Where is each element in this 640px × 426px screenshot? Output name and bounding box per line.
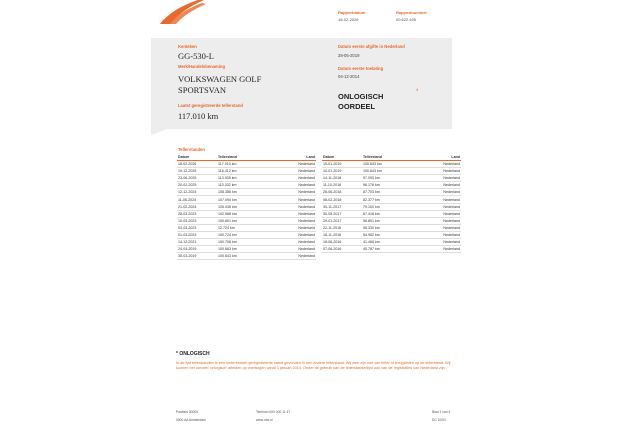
row-country: Nederland <box>424 189 461 196</box>
row-odometer: 82.377 km <box>362 196 424 203</box>
table-row <box>177 203 316 210</box>
row-date: 23-06-2025 <box>177 175 217 182</box>
make-model-line2: SPORTSVAN <box>178 85 226 95</box>
row-odometer: 67.418 km <box>362 210 424 217</box>
row-country: Nederland <box>279 168 316 175</box>
table-row <box>177 196 316 203</box>
table-row <box>322 217 461 224</box>
odometer-section-label: Tellerstanden <box>178 147 205 152</box>
table-row <box>177 253 316 260</box>
row-date: 03-03-2023 <box>177 224 217 231</box>
last-odometer: 117.010 km <box>178 111 219 121</box>
table-row <box>322 224 461 231</box>
table-row <box>177 239 316 246</box>
row-country: Nederland <box>424 217 461 224</box>
row-date: 01-03-2023 <box>177 231 217 238</box>
table-row <box>322 239 461 246</box>
col-odometer-header: Tellerstand <box>217 154 279 161</box>
row-odometer: 102.568 km <box>217 210 279 217</box>
odometer-table-right <box>322 154 461 253</box>
table-row <box>177 175 316 182</box>
row-country: Nederland <box>424 231 461 238</box>
row-date: 19-01-2019 <box>322 161 362 168</box>
row-date: 30-11-2017 <box>322 203 362 210</box>
row-date: 10-01-2019 <box>322 168 362 175</box>
row-date: 11-06-2024 <box>177 196 217 203</box>
row-country: Nederland <box>279 217 316 224</box>
row-odometer: 116.412 km <box>217 168 279 175</box>
col-date-header: Datum <box>177 154 217 161</box>
verdict-marker-icon: * <box>416 89 419 95</box>
odometer-table-left <box>177 154 316 260</box>
table-row <box>322 203 461 210</box>
table-row <box>322 161 461 168</box>
last-odometer-label: Laatst geregistreerde tellerstand <box>178 103 243 108</box>
row-odometer: 54.962 km <box>362 231 424 238</box>
row-odometer: 105.436 km <box>217 203 279 210</box>
first-admission-label: Datum eerste toelating <box>338 66 384 71</box>
table-row <box>177 168 316 175</box>
brand-logo-icon <box>158 0 218 26</box>
note-text: In de lijst tellerstanden is een onderbroken geregistreerde stand gevonden in een andere tellerstand. Wij zien zijn niet van teller of terugzetten op de tellerstand. Wij kunnen het oordeel 'onlogisch' afleiden op voertuigen vanaf 1 januari 2014. Onder dit gebruik kan de tellerstandenlijst ook van de registraties van Nederland zijn. <box>176 361 451 371</box>
row-date: 20-02-2025 <box>177 182 217 189</box>
footer-page: Blad 1 van 4 <box>432 410 451 414</box>
table-row <box>322 189 461 196</box>
row-odometer: 79.100 km <box>362 203 424 210</box>
row-country: Nederland <box>279 175 316 182</box>
row-date: 28-03-2023 <box>177 210 217 217</box>
table-row <box>177 210 316 217</box>
table-row <box>177 231 316 238</box>
row-country: Nederland <box>279 161 316 168</box>
row-odometer: 117.010 km <box>217 161 279 168</box>
row-country: Nederland <box>279 224 316 231</box>
row-country: Nederland <box>424 196 461 203</box>
row-date: 14-12-2021 <box>177 239 217 246</box>
row-odometer: 113.935 km <box>217 175 279 182</box>
row-country: Nederland <box>424 210 461 217</box>
footer-website: www.rdw.nl <box>256 418 273 422</box>
table-row <box>177 182 316 189</box>
col-country-header: Land <box>279 154 316 161</box>
table-row <box>322 246 461 253</box>
table-row <box>177 189 316 196</box>
row-country: Nederland <box>424 182 461 189</box>
col-odometer-header: Tellerstand <box>362 154 424 161</box>
row-date: 16-06-2016 <box>322 239 362 246</box>
row-country: Nederland <box>279 203 316 210</box>
table-row <box>322 196 461 203</box>
row-country: Nederland <box>424 175 461 182</box>
row-country: Nederland <box>279 196 316 203</box>
report-date-label: Rapportdatum <box>338 10 366 15</box>
row-date: 10-03-2023 <box>177 217 217 224</box>
row-country: Nederland <box>424 224 461 231</box>
table-row <box>177 217 316 224</box>
table-row <box>322 182 461 189</box>
row-date: 22-11-2016 <box>322 224 362 231</box>
verdict-line2: OORDEEL <box>338 102 376 111</box>
row-country: Nederland <box>279 189 316 196</box>
row-country: Nederland <box>424 161 461 168</box>
row-date: 26-06-2018 <box>322 189 362 196</box>
row-date: 29-01-2017 <box>322 217 362 224</box>
row-date: 19-12-2025 <box>177 168 217 175</box>
row-odometer: 96.176 km <box>362 182 424 189</box>
row-country: Nederland <box>424 203 461 210</box>
row-country: Nederland <box>279 246 316 253</box>
table-row <box>322 168 461 175</box>
row-date: 24-04-2019 <box>177 246 217 253</box>
row-odometer: 41.468 km <box>362 239 424 246</box>
row-date: 14-11-2018 <box>322 175 362 182</box>
license-plate: GG-530-L <box>178 51 214 61</box>
row-odometer: 56.801 km <box>362 217 424 224</box>
row-date: 11-10-2018 <box>322 182 362 189</box>
make-model-label: Merk/Handelsbenaming <box>178 64 226 69</box>
first-admission: 04-12-2014 <box>338 74 360 79</box>
col-country-header: Land <box>424 154 461 161</box>
card-notch <box>151 129 167 135</box>
verdict-line1: ONLOGISCH <box>338 92 384 101</box>
row-country: Nederland <box>279 182 316 189</box>
row-odometer: 108.388 km <box>217 189 279 196</box>
row-country: Nederland <box>279 210 316 217</box>
row-odometer: 40.787 km <box>362 246 424 253</box>
footer-address-line2: 0000 AA Amsterdam <box>176 418 206 422</box>
row-date: 08-02-2018 <box>322 196 362 203</box>
table-row <box>177 224 316 231</box>
row-odometer: 100.643 km <box>217 253 279 260</box>
row-country: Nederland <box>424 168 461 175</box>
row-date: 30-03-2019 <box>177 253 217 260</box>
row-country: Nederland <box>279 231 316 238</box>
row-odometer: 97.090 km <box>362 175 424 182</box>
row-odometer: 100.708 km <box>217 239 279 246</box>
make-model-line1: VOLKSWAGEN GOLF <box>178 74 262 84</box>
license-plate-label: Kenteken <box>178 44 197 49</box>
col-date-header: Datum <box>322 154 362 161</box>
row-date: 07-06-2016 <box>322 246 362 253</box>
report-date: 18-02-2026 <box>338 17 359 22</box>
table-row <box>322 210 461 217</box>
row-odometer: 100.643 km <box>362 161 424 168</box>
row-odometer: 100.724 km <box>217 231 279 238</box>
row-odometer: 110.332 km <box>217 182 279 189</box>
row-date: 18-11-2016 <box>322 231 362 238</box>
report-number-label: Rapportnummer <box>396 10 428 15</box>
table-row <box>177 161 316 168</box>
row-odometer: 100.801 km <box>217 217 279 224</box>
row-odometer: 87.703 km <box>362 189 424 196</box>
row-odometer: 55.330 km <box>362 224 424 231</box>
row-country: Nederland <box>279 239 316 246</box>
row-date: 12-12-2024 <box>177 189 217 196</box>
report-number: 00.622.405 <box>396 17 417 22</box>
row-date: 21-02-2024 <box>177 203 217 210</box>
footer-ref: DC 10/00 <box>432 418 446 422</box>
row-odometer: 100.643 km <box>362 168 424 175</box>
row-date: 30-05-2017 <box>322 210 362 217</box>
row-odometer: 12.724 km <box>217 224 279 231</box>
footer-phone: Telefoon 000 000 11 47 <box>256 410 291 414</box>
row-country: Nederland <box>424 239 461 246</box>
note-title: * ONLOGISCH <box>176 351 210 357</box>
table-row <box>322 175 461 182</box>
row-odometer: 107.094 km <box>217 196 279 203</box>
row-date: 18-02-2026 <box>177 161 217 168</box>
footer-address-line1: Postbus 00000 <box>176 410 198 414</box>
table-row <box>177 246 316 253</box>
first-registration-nl-label: Datum eerste afgifte in Nederland <box>338 44 405 49</box>
row-country: Nederland <box>279 253 316 260</box>
row-odometer: 100.663 km <box>217 246 279 253</box>
table-row <box>322 231 461 238</box>
row-country: Nederland <box>424 246 461 253</box>
first-registration-nl: 28-05-2019 <box>338 53 360 58</box>
